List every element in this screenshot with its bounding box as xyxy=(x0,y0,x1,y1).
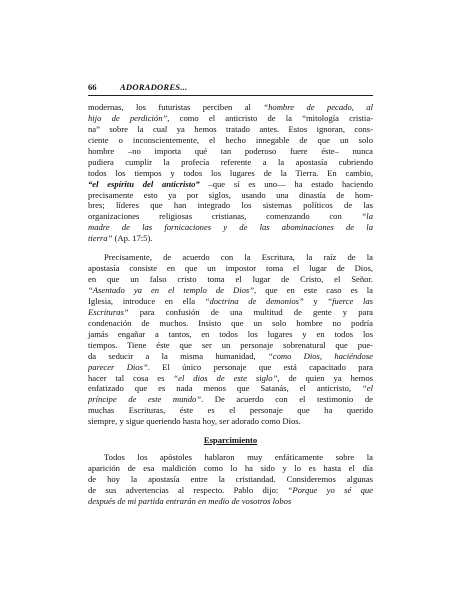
emphasized-text: “Porque yo sé que xyxy=(287,485,373,495)
text-segment: condenación de muchos. Insisto que un solo hombre no podría xyxy=(88,317,373,328)
text-segment: Precisamente, de acuerdo con la Escritura, la raíz de la xyxy=(104,252,373,263)
text-segment: siempre, y sigue queriendo hasta hoy, ser adorado como Dios. xyxy=(88,416,301,427)
emphasized-text: “el xyxy=(362,383,373,394)
text-line xyxy=(88,190,373,201)
text-line xyxy=(88,274,373,285)
text-segment: de sus advertencias al respecto. Pablo dijo: xyxy=(88,485,288,495)
text-segment: . De acuerdo con el testimonio de xyxy=(201,394,373,405)
text-line xyxy=(88,362,373,373)
emphasized-text: madre de las fornicaciones y de las abominaciones de la xyxy=(88,222,373,233)
emphasized-text: tierra” xyxy=(88,233,113,244)
text-line xyxy=(88,351,373,362)
text-line xyxy=(88,405,373,416)
text-line xyxy=(88,135,373,146)
paragraph xyxy=(88,102,373,244)
emphasized-text: parecer Dios” xyxy=(88,361,148,372)
text-line xyxy=(88,318,373,329)
text-line xyxy=(88,102,373,113)
text-line xyxy=(88,252,373,263)
section-title: Esparcimiento xyxy=(203,435,258,446)
text-segment: –que sí es uno— ha estado haciendo xyxy=(199,178,373,189)
text-segment: ciente o inconscientemente, el hecho innegable de que un solo xyxy=(88,134,373,145)
text-segment: aparición de esa maldición como lo ha sido y lo es hasta el día xyxy=(88,463,373,474)
emphasized-text: “doctrina de demonios” xyxy=(204,295,304,306)
text-segment: , que en este caso es la xyxy=(254,285,373,295)
text-line xyxy=(88,296,373,307)
emphasized-text: “la xyxy=(361,211,373,222)
text-segment: hacer tal cosa es xyxy=(88,372,174,383)
text-line xyxy=(88,211,373,222)
emphasized-text: “hombre de pecado, al xyxy=(263,102,373,112)
text-line xyxy=(88,383,373,394)
emphasized-text: “fuerce las xyxy=(327,295,373,306)
text-segment: . El único personaje que está capacitado para xyxy=(147,361,373,372)
text-segment: pudiera cumplir la profecía referente a la apostasía cubriendo xyxy=(88,156,373,167)
text-line xyxy=(88,452,373,463)
body-text xyxy=(88,102,373,507)
text-segment: bres; líderes que han integrado los sistemas políticos de las xyxy=(88,200,373,211)
text-line xyxy=(88,233,373,244)
text-segment: en que un falso cristo toma el lugar de Cristo, el Señor. xyxy=(88,274,373,285)
text-segment: tiempos. Tiene éste que ser un personaje sobrenatural que pue- xyxy=(88,339,373,350)
text-line xyxy=(88,496,373,507)
text-line xyxy=(88,329,373,340)
paragraph xyxy=(88,252,373,427)
text-line xyxy=(88,200,373,211)
text-segment: apostasía consiste en que un impostor toma el lugar de Dios, xyxy=(88,263,373,274)
text-segment: modernas, los futuristas perciben al xyxy=(88,102,264,112)
emphasized-text: después de mi partida entrarán en medio de vosotros lobos xyxy=(88,495,292,506)
emphasized-text: hijo de perdición” xyxy=(88,112,168,123)
text-line xyxy=(88,222,373,233)
text-line xyxy=(88,179,373,190)
text-line xyxy=(88,373,373,384)
text-line xyxy=(88,394,373,405)
text-segment: da seducir a la misma humanidad, xyxy=(88,350,268,361)
running-title: ADORADORES... xyxy=(120,82,188,92)
emphasized-text: príncipe de este mundo” xyxy=(88,394,202,405)
emphasized-text: “como Dios, haciéndose xyxy=(267,350,373,361)
running-header xyxy=(88,80,373,96)
emphasized-text: “el espíritu del anticristo” xyxy=(88,178,200,189)
text-line xyxy=(88,285,373,296)
text-segment: enfatizado que es nada menos que Satanás, el anticristo, xyxy=(88,383,363,394)
text-segment: organizaciones religiosas cristianas, comenzando con xyxy=(88,211,362,222)
text-line xyxy=(88,340,373,351)
text-segment: para confusión de una multitud de gente y para xyxy=(128,306,373,317)
text-line xyxy=(88,146,373,157)
text-segment: Todos los apóstoles hablaron muy enfáticamente sobre la xyxy=(104,452,373,463)
text-segment: muchas Escrituras, éste es el personaje que ha querido xyxy=(88,405,373,416)
paragraph xyxy=(88,452,373,507)
text-line xyxy=(88,168,373,179)
emphasized-text: “el dios de este siglo” xyxy=(173,372,278,383)
text-segment: (Ap. 17:5). xyxy=(112,233,153,244)
text-segment: , de quien ya hemos xyxy=(277,372,374,383)
text-line xyxy=(88,157,373,168)
text-line xyxy=(88,307,373,318)
text-segment: precisamente esto ya por siglos, usando una dinastía de hom- xyxy=(88,189,373,200)
text-line xyxy=(88,263,373,274)
text-line xyxy=(88,485,373,496)
text-segment: Iglesia, introduce en ella xyxy=(88,295,205,306)
text-segment: jamás engañar a tantos, en todos los lugares y en todos los xyxy=(88,328,373,339)
emphasized-text: Escrituras” xyxy=(88,306,129,317)
text-segment: de hoy la apostasía entre la cristiandad. Consideremos algunas xyxy=(88,474,373,485)
text-line xyxy=(88,124,373,135)
paragraph-gap xyxy=(88,244,373,252)
text-line xyxy=(88,474,373,485)
text-line xyxy=(88,113,373,124)
text-segment: todos los tiempos y todos los lugares de la Tierra. En cambio, xyxy=(88,167,373,178)
page-number: 66 xyxy=(88,82,97,92)
text-line xyxy=(88,463,373,474)
text-segment: na” sobre la cual ya hemos tratado antes. Estos ignoran, cons- xyxy=(88,123,373,134)
emphasized-text: “Asentado ya en el templo de Dios” xyxy=(88,285,255,295)
text-line xyxy=(88,416,373,427)
text-segment: hombre –no importa qué tan poderoso fuere éste– nunca xyxy=(88,145,373,156)
text-segment: y xyxy=(303,295,328,306)
text-segment: , como el anticristo de la “mitología cristia- xyxy=(167,112,373,123)
